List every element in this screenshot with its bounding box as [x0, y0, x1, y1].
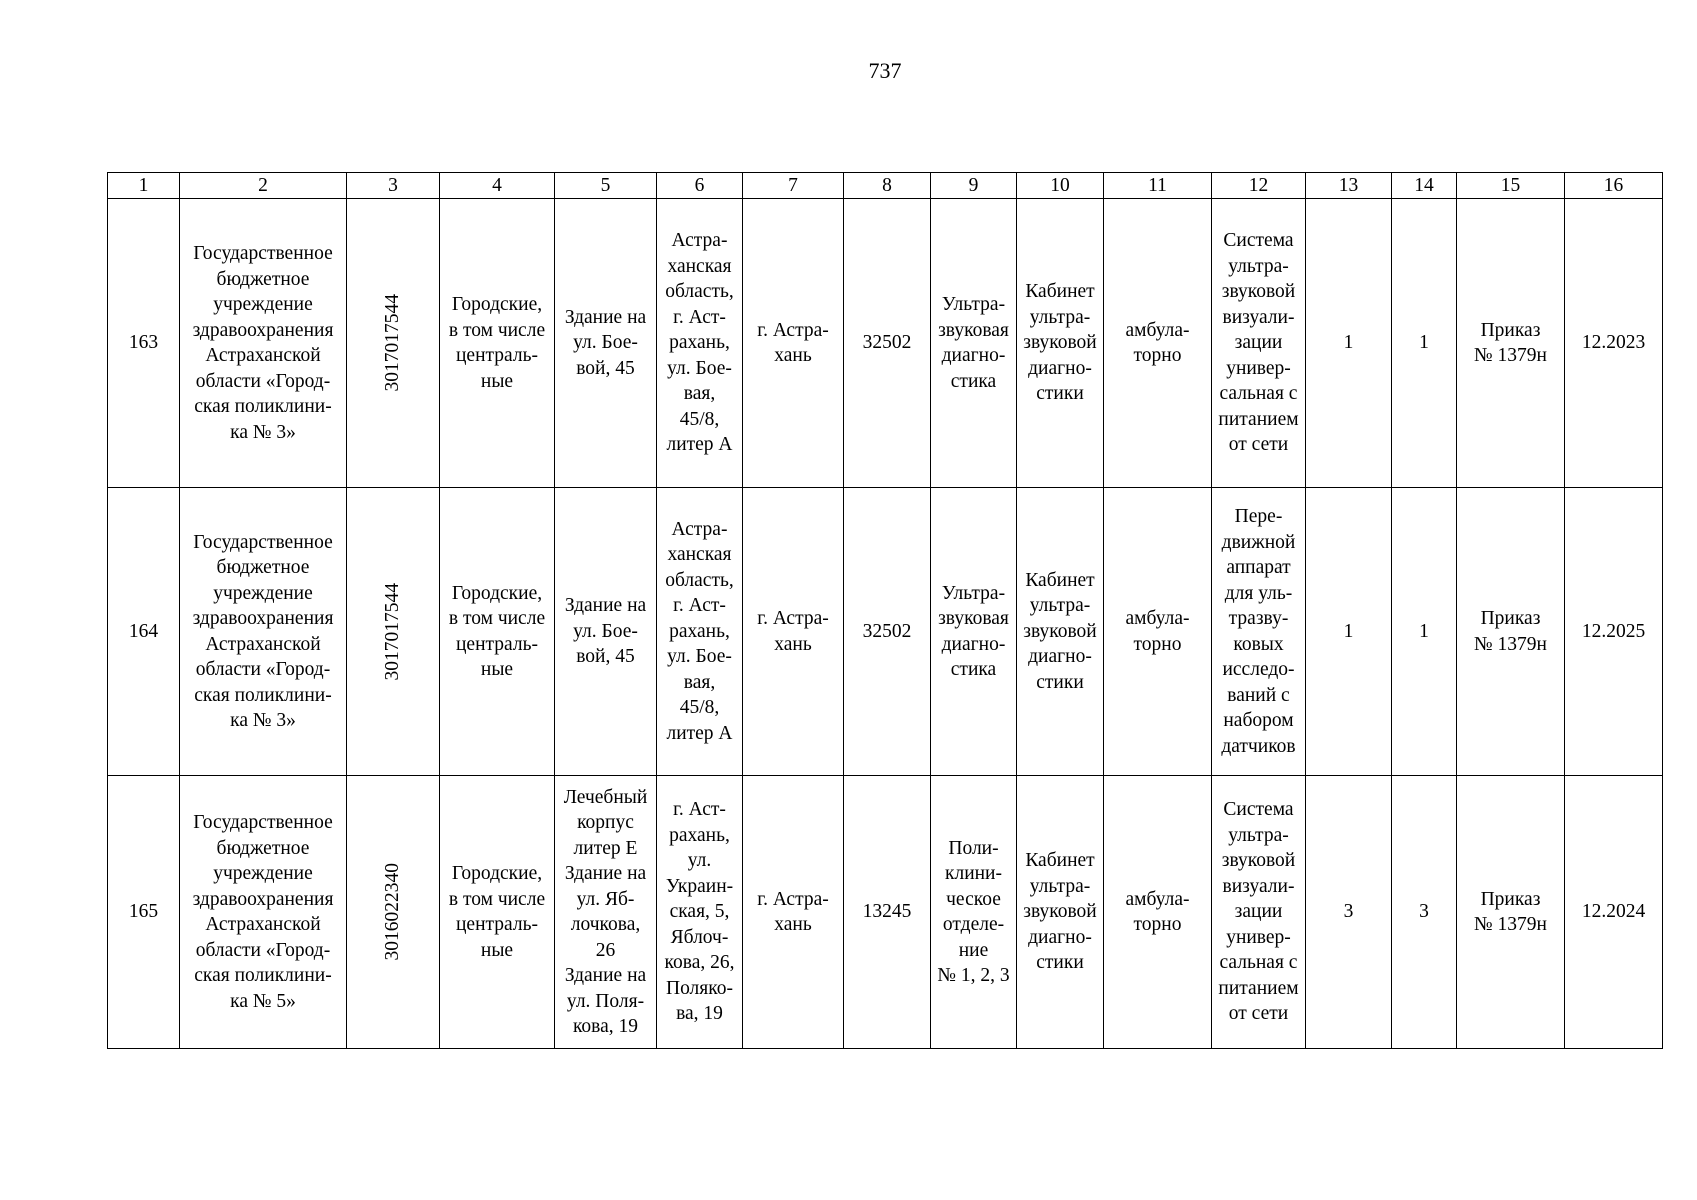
column-header: 10 [1017, 173, 1104, 199]
column-header: 12 [1212, 173, 1306, 199]
column-header: 5 [555, 173, 657, 199]
column-header: 3 [347, 173, 440, 199]
profile: Поли- клини- ческое отделе- ние № 1, 2, 3 [931, 776, 1017, 1049]
care-mode: амбула- торно [1104, 488, 1212, 776]
settlement-type: Городские, в том числе централь- ные [440, 199, 555, 488]
code: 32502 [844, 199, 931, 488]
room: Кабинет ультра- звуковой диагно- стики [1017, 776, 1104, 1049]
order-ref: Приказ № 1379н [1457, 199, 1565, 488]
profile: Ультра- звуковая диагно- стика [931, 199, 1017, 488]
column-header: 2 [180, 173, 347, 199]
date: 12.2024 [1565, 776, 1663, 1049]
table-row [108, 488, 1663, 776]
page-number: 737 [868, 58, 902, 83]
address: г. Аст- рахань, ул. Украин- ская, 5, Яблоч- кова, 26, Поляко- ва, 19 [657, 776, 743, 1049]
quantity-13: 3 [1306, 776, 1392, 1049]
date: 12.2025 [1565, 488, 1663, 776]
quantity-14: 1 [1392, 199, 1457, 488]
profile: Ультра- звуковая диагно- стика [931, 488, 1017, 776]
code: 32502 [844, 488, 931, 776]
column-header: 11 [1104, 173, 1212, 199]
care-mode: амбула- торно [1104, 199, 1212, 488]
quantity-13: 1 [1306, 488, 1392, 776]
city: г. Астра- хань [743, 488, 844, 776]
column-header: 6 [657, 173, 743, 199]
quantity-14: 1 [1392, 488, 1457, 776]
order-ref: Приказ № 1379н [1457, 776, 1565, 1049]
organization-name: Государственное бюджетное учреждение здравоохранения Астраханской области «Город- ская поликлини- ка № 3» [180, 199, 347, 488]
room: Кабинет ультра- звуковой диагно- стики [1017, 199, 1104, 488]
organization-name: Государственное бюджетное учреждение здравоохранения Астраханской области «Город- ская поликлини- ка № 3» [180, 488, 347, 776]
address: Астра- ханская область, г. Аст- рахань, ул. Бое- вая, 45/8, литер А [657, 199, 743, 488]
building: Здание на ул. Бое- вой, 45 [555, 488, 657, 776]
equipment: Система ультра- звуковой визуали- зации универ- сальная с питанием от сети [1212, 776, 1306, 1049]
building: Лечебный корпус литер Е Здание на ул. Яб- лочкова, 26 Здание на ул. Поля- кова, 19 [555, 776, 657, 1049]
city: г. Астра- хань [743, 776, 844, 1049]
column-header: 14 [1392, 173, 1457, 199]
data-table [107, 172, 1663, 1049]
room: Кабинет ультра- звуковой диагно- стики [1017, 488, 1104, 776]
column-header: 8 [844, 173, 931, 199]
inn-cell: 3016022340 [347, 776, 440, 1049]
organization-name: Государственное бюджетное учреждение здравоохранения Астраханской области «Город- ская поликлини- ка № 5» [180, 776, 347, 1049]
row-number: 165 [108, 776, 180, 1049]
column-header: 16 [1565, 173, 1663, 199]
code: 13245 [844, 776, 931, 1049]
column-header: 4 [440, 173, 555, 199]
column-header: 9 [931, 173, 1017, 199]
quantity-13: 1 [1306, 199, 1392, 488]
equipment: Система ультра- звуковой визуали- зации универ- сальная с питанием от сети [1212, 199, 1306, 488]
address: Астра- ханская область, г. Аст- рахань, ул. Бое- вая, 45/8, литер А [657, 488, 743, 776]
column-header: 7 [743, 173, 844, 199]
date: 12.2023 [1565, 199, 1663, 488]
column-header: 15 [1457, 173, 1565, 199]
settlement-type: Городские, в том числе централь- ные [440, 488, 555, 776]
order-ref: Приказ № 1379н [1457, 488, 1565, 776]
building: Здание на ул. Бое- вой, 45 [555, 199, 657, 488]
column-header: 13 [1306, 173, 1392, 199]
city: г. Астра- хань [743, 199, 844, 488]
quantity-14: 3 [1392, 776, 1457, 1049]
inn-cell: 3017017544 [347, 488, 440, 776]
header-row [108, 173, 1663, 199]
table-row [108, 199, 1663, 488]
column-header: 1 [108, 173, 180, 199]
inn-cell: 3017017544 [347, 199, 440, 488]
table-row [108, 776, 1663, 1049]
care-mode: амбула- торно [1104, 776, 1212, 1049]
row-number: 163 [108, 199, 180, 488]
equipment: Пере- движной аппарат для уль- тразву- ковых исследо- ваний с набором датчиков [1212, 488, 1306, 776]
row-number: 164 [108, 488, 180, 776]
settlement-type: Городские, в том числе централь- ные [440, 776, 555, 1049]
